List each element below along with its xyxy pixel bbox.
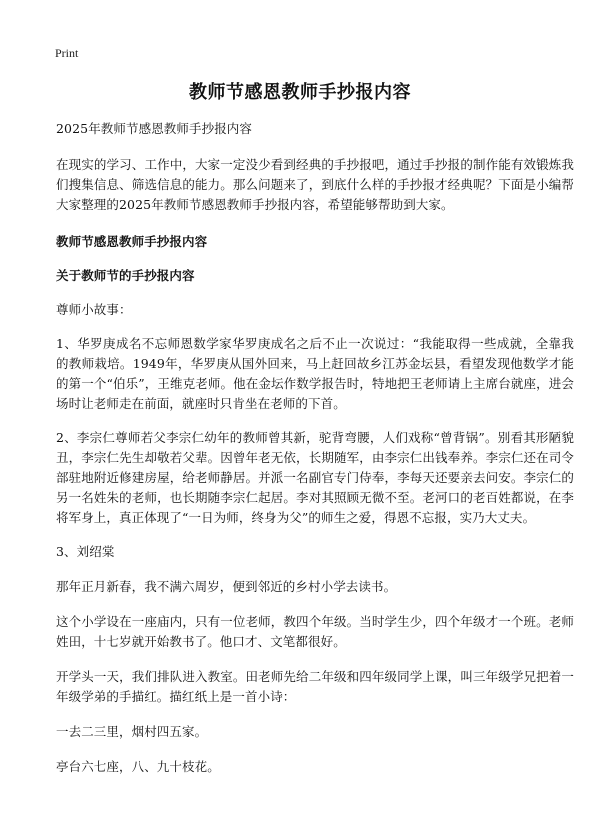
print-link[interactable]: Print [55, 46, 79, 60]
story-3-title: 3、刘绍棠 [56, 544, 115, 559]
story-paragraph-1: 1、华罗庚成名不忘师恩数学家华罗庚成名之后不止一次说过：“我能取得一些成就，全靠我的教师栽培。1949年，华罗庚从国外回来，马上赶回故乡江苏金坛县，看望发现他数学才能的第一个“伯乐”，王维克老师。他在金坛作数学报告时，特地把王老师请上主席台就座，进会场时让老师走在前面，就座时只肯坐在老师的下首。 [56, 336, 574, 411]
article-body [56, 119, 574, 777]
poem-line-1: 一去二三里，烟村四五家。 [56, 724, 208, 739]
poem-line-2: 亭台六七座，八、九十枝花。 [56, 759, 220, 774]
story-paragraph-2: 2、李宗仁尊师若父李宗仁幼年的教师曾其新，驼背弯腰，人们戏称“曾背锅”。别看其形陋貌丑，李宗仁先生却敬若父辈。因曾年老无依，长期随军，由李宗仁出钱奉养。李宗仁还在司令部驻地附近修建房屋，给老师静居。并派一名副官专门侍奉，李每天还要亲去问安。李宗仁的另一名姓朱的老师，也长期随李宗仁起居。李对其照顾无微不至。老河口的老百姓都说，在李将军身上，真正体现了“一日为师，终身为父”的师生之爱，得恩不忘报，实乃大丈夫。 [56, 430, 574, 525]
paragraph-a: 那年正月新春，我不满六周岁，便到邻近的乡村小学去读书。 [56, 579, 397, 594]
subtitle: 2025年教师节感恩教师手抄报内容 [56, 121, 253, 136]
story-label: 尊师小故事： [56, 302, 132, 317]
paragraph-c: 开学头一天，我们排队进入教室。田老师先给二年级和四年级同学上课，叫三年级学兄把着一年级学弟的手描红。描红纸上是一首小诗： [56, 669, 574, 704]
section-subheading: 关于教师节的手抄报内容 [56, 268, 195, 283]
section-heading: 教师节感恩教师手抄报内容 [56, 234, 208, 249]
paragraph-b: 这个小学设在一座庙内，只有一位老师，教四个年级。当时学生少，四个年级才一个班。老师姓田，十七岁就开始教书了。他口才、文笔都很好。 [56, 614, 574, 649]
intro-paragraph: 在现实的学习、工作中，大家一定没少看到经典的手抄报吧，通过手抄报的制作能有效锻炼我们搜集信息、筛选信息的能力。那么问题来了，到底什么样的手抄报才经典呢？下面是小编帮大家整理的2025年教师节感恩教师手抄报内容，希望能够帮助到大家。 [56, 157, 574, 212]
page-title: 教师节感恩教师手抄报内容 [189, 82, 411, 103]
